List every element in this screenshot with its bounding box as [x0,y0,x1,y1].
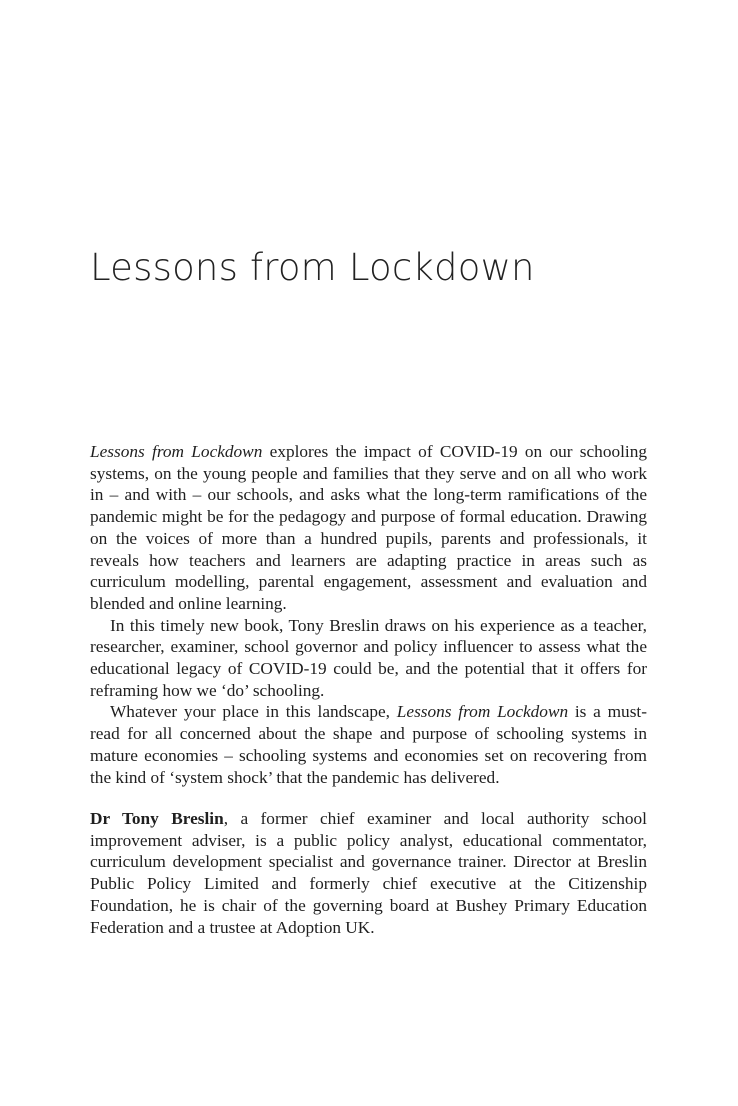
book-title: Lessons from Lockdown [90,246,535,289]
blurb-paragraph-3-text: is a must-read for all concerned about the shape and purpose of schooling systems in mature economies – schooling systems and economies set on recovering from the kind of ‘system shock’ that the pandemic has delivered. [90,702,647,787]
author-name: Dr Tony Breslin [90,809,224,828]
blurb-paragraph-1 [90,441,647,615]
blurb-paragraph-2-text: In this timely new book, Tony Breslin draws on his experience as a teacher, researcher, examiner, school governor and policy influencer to assess what the educational legacy of COVID-19 could be, and the potential that it offers for reframing how we ‘do’ schooling. [90,615,647,700]
blurb-paragraph-3-lead: Whatever your place in this landscape, [110,702,397,722]
book-blurb [90,441,647,788]
author-bio [90,808,647,938]
author-bio-paragraph [90,808,647,938]
author-bio-text: , a former chief examiner and local authority school improvement adviser, is a public policy analyst, educational commentator, curriculum development specialist and governance trainer. Director at Breslin Public Policy Limited and formerly chief executive at the Citizenship Foundation, he is chair of the governing board at Bushey Primary Education Federation and a trustee at Adoption UK. [90,809,647,937]
book-title-reference: Lessons from Lockdown [396,702,569,722]
blurb-paragraph-1-text: explores the impact of COVID-19 on our schooling systems, on the young people and families that they serve and on all who work in – and with – our schools, and asks what the long-term ramifications of the pandemic might be for the pedagogy and purpose of formal education. Drawing on the voices of more than a hundred pupils, parents and professionals, it reveals how teachers and learners are adapting practice in areas such as curriculum modelling, parental engagement, assessment and evaluation and blended and online learning. [90,442,647,613]
book-title-reference: Lessons from Lockdown [90,442,263,461]
blurb-paragraph-3 [90,701,647,788]
blurb-paragraph-2 [90,615,647,702]
